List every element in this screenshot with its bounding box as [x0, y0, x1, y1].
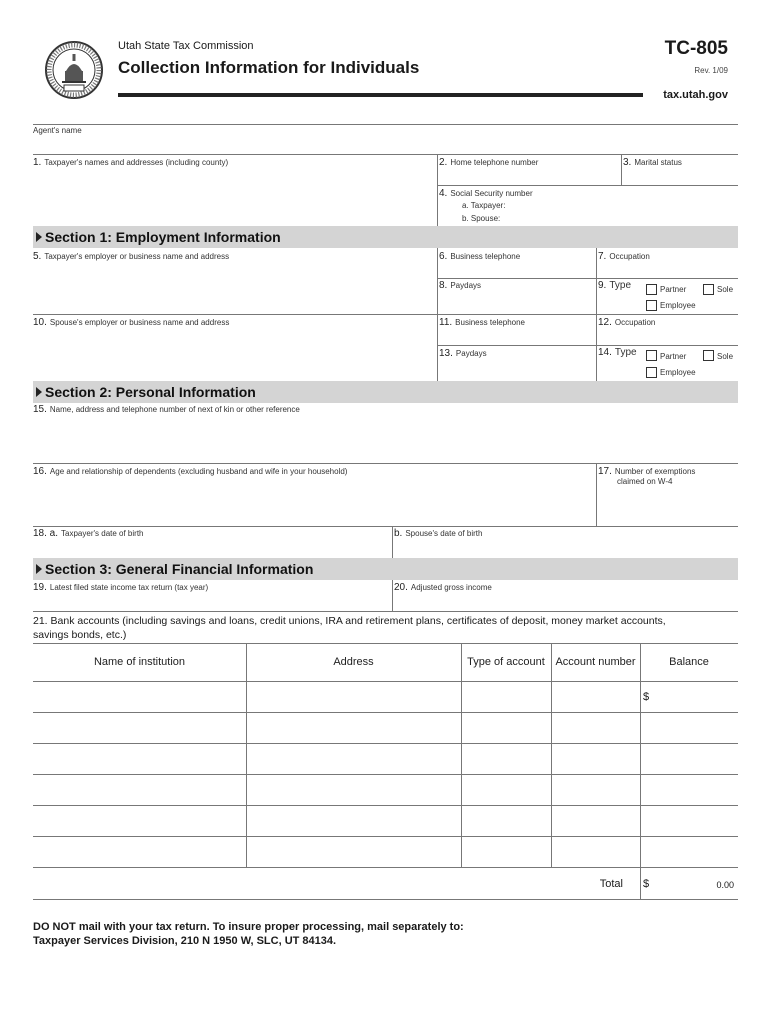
field-5-label: 5. Taxpayer's employer or business name and address — [33, 251, 230, 262]
spouse-sole-checkbox[interactable] — [703, 350, 714, 361]
col-header-account-number: Account number — [555, 656, 636, 668]
spouse-partner-checkbox[interactable] — [646, 350, 657, 361]
field-14-label: 14. Type — [598, 347, 637, 358]
bank-accounts-table — [33, 643, 738, 900]
field-13-label: 13. Paydays — [439, 348, 487, 359]
sole-checkbox[interactable] — [703, 284, 714, 295]
agency-name: Utah State Tax Commission — [118, 40, 254, 52]
sole-label: Sole — [717, 285, 734, 294]
field-6-label: 6. Business telephone — [439, 251, 521, 262]
field-21-label-line2: savings bonds, etc.) — [33, 629, 127, 641]
spouse-employee-label: Employee — [660, 368, 696, 377]
field-4b-label: b. Spouse: — [462, 214, 501, 223]
section-arrow-icon — [36, 387, 42, 397]
employee-label: Employee — [660, 301, 696, 310]
partner-label: Partner — [660, 285, 687, 294]
field-17-label-line2: claimed on W-4 — [617, 477, 673, 486]
employee-checkbox[interactable] — [646, 300, 657, 311]
field-18b-label: b. Spouse's date of birth — [394, 528, 483, 539]
seal-icon — [44, 40, 104, 100]
field-21-label: 21. Bank accounts (including savings and loans, credit unions, IRA and retirement plans, certificates of deposit, money market accounts, — [33, 615, 666, 627]
section-2-title: Section 2: Personal Information — [45, 384, 256, 400]
field-9-label: 9. Type — [598, 280, 632, 291]
field-4a-label: a. Taxpayer: — [462, 201, 506, 210]
col-header-institution: Name of institution — [93, 656, 186, 668]
state-seal — [44, 40, 104, 100]
total-value: 0.00 — [716, 880, 734, 890]
field-12-label: 12. Occupation — [598, 317, 656, 328]
section-3-title: Section 3: General Financial Information — [45, 561, 314, 577]
balance-dollar-sign: $ — [643, 691, 650, 703]
col-header-address: Address — [333, 656, 374, 668]
field-18a-label: 18. a. Taxpayer's date of birth — [33, 528, 144, 539]
field-3-label: 3. Marital status — [623, 157, 682, 168]
total-label: Total — [599, 878, 623, 890]
field-15-label: 15. Name, address and telephone number of next of kin or other reference — [33, 404, 300, 415]
section-3-band — [33, 558, 738, 580]
spouse-partner-label: Partner — [660, 352, 687, 361]
form-title: Collection Information for Individuals — [118, 58, 420, 77]
mailing-address: Taxpayer Services Division, 210 N 1950 W, SLC, UT 84134. — [33, 935, 337, 947]
field-1-label: 1. Taxpayer's names and addresses (including county) — [33, 157, 229, 168]
field-19-label: 19. Latest filed state income tax return (tax year) — [33, 582, 209, 593]
agent-name-label: Agent's name — [33, 126, 82, 135]
field-8-label: 8. Paydays — [439, 280, 482, 291]
partner-checkbox[interactable] — [646, 284, 657, 295]
field-17-label: 17. Number of exemptions — [598, 466, 696, 477]
col-header-account-type: Type of account — [467, 656, 545, 668]
section-arrow-icon — [36, 564, 42, 574]
form-number: TC-805 — [664, 38, 728, 59]
field-10-label: 10. Spouse's employer or business name and address — [33, 317, 230, 328]
field-16-label: 16. Age and relationship of dependents (excluding husband and wife in your household) — [33, 466, 348, 477]
website-link[interactable]: tax.utah.gov — [663, 89, 728, 101]
field-11-label: 11. Business telephone — [439, 317, 525, 328]
header-rule — [118, 93, 643, 97]
form-revision: Rev. 1/09 — [694, 66, 728, 75]
field-7-label: 7. Occupation — [598, 251, 650, 262]
spouse-employee-checkbox[interactable] — [646, 367, 657, 378]
section-1-title: Section 1: Employment Information — [45, 229, 281, 245]
field-2-label: 2. Home telephone number — [439, 157, 539, 168]
section-arrow-icon — [36, 232, 42, 242]
section-2-band — [33, 381, 738, 403]
mailing-instruction: DO NOT mail with your tax return. To insure proper processing, mail separately to: — [33, 921, 464, 933]
field-4-label: 4. Social Security number — [439, 188, 533, 199]
spouse-sole-label: Sole — [717, 352, 734, 361]
col-header-balance: Balance — [669, 656, 709, 668]
field-20-label: 20. Adjusted gross income — [394, 582, 492, 593]
section-1-band — [33, 226, 738, 248]
total-dollar-sign: $ — [643, 878, 650, 890]
